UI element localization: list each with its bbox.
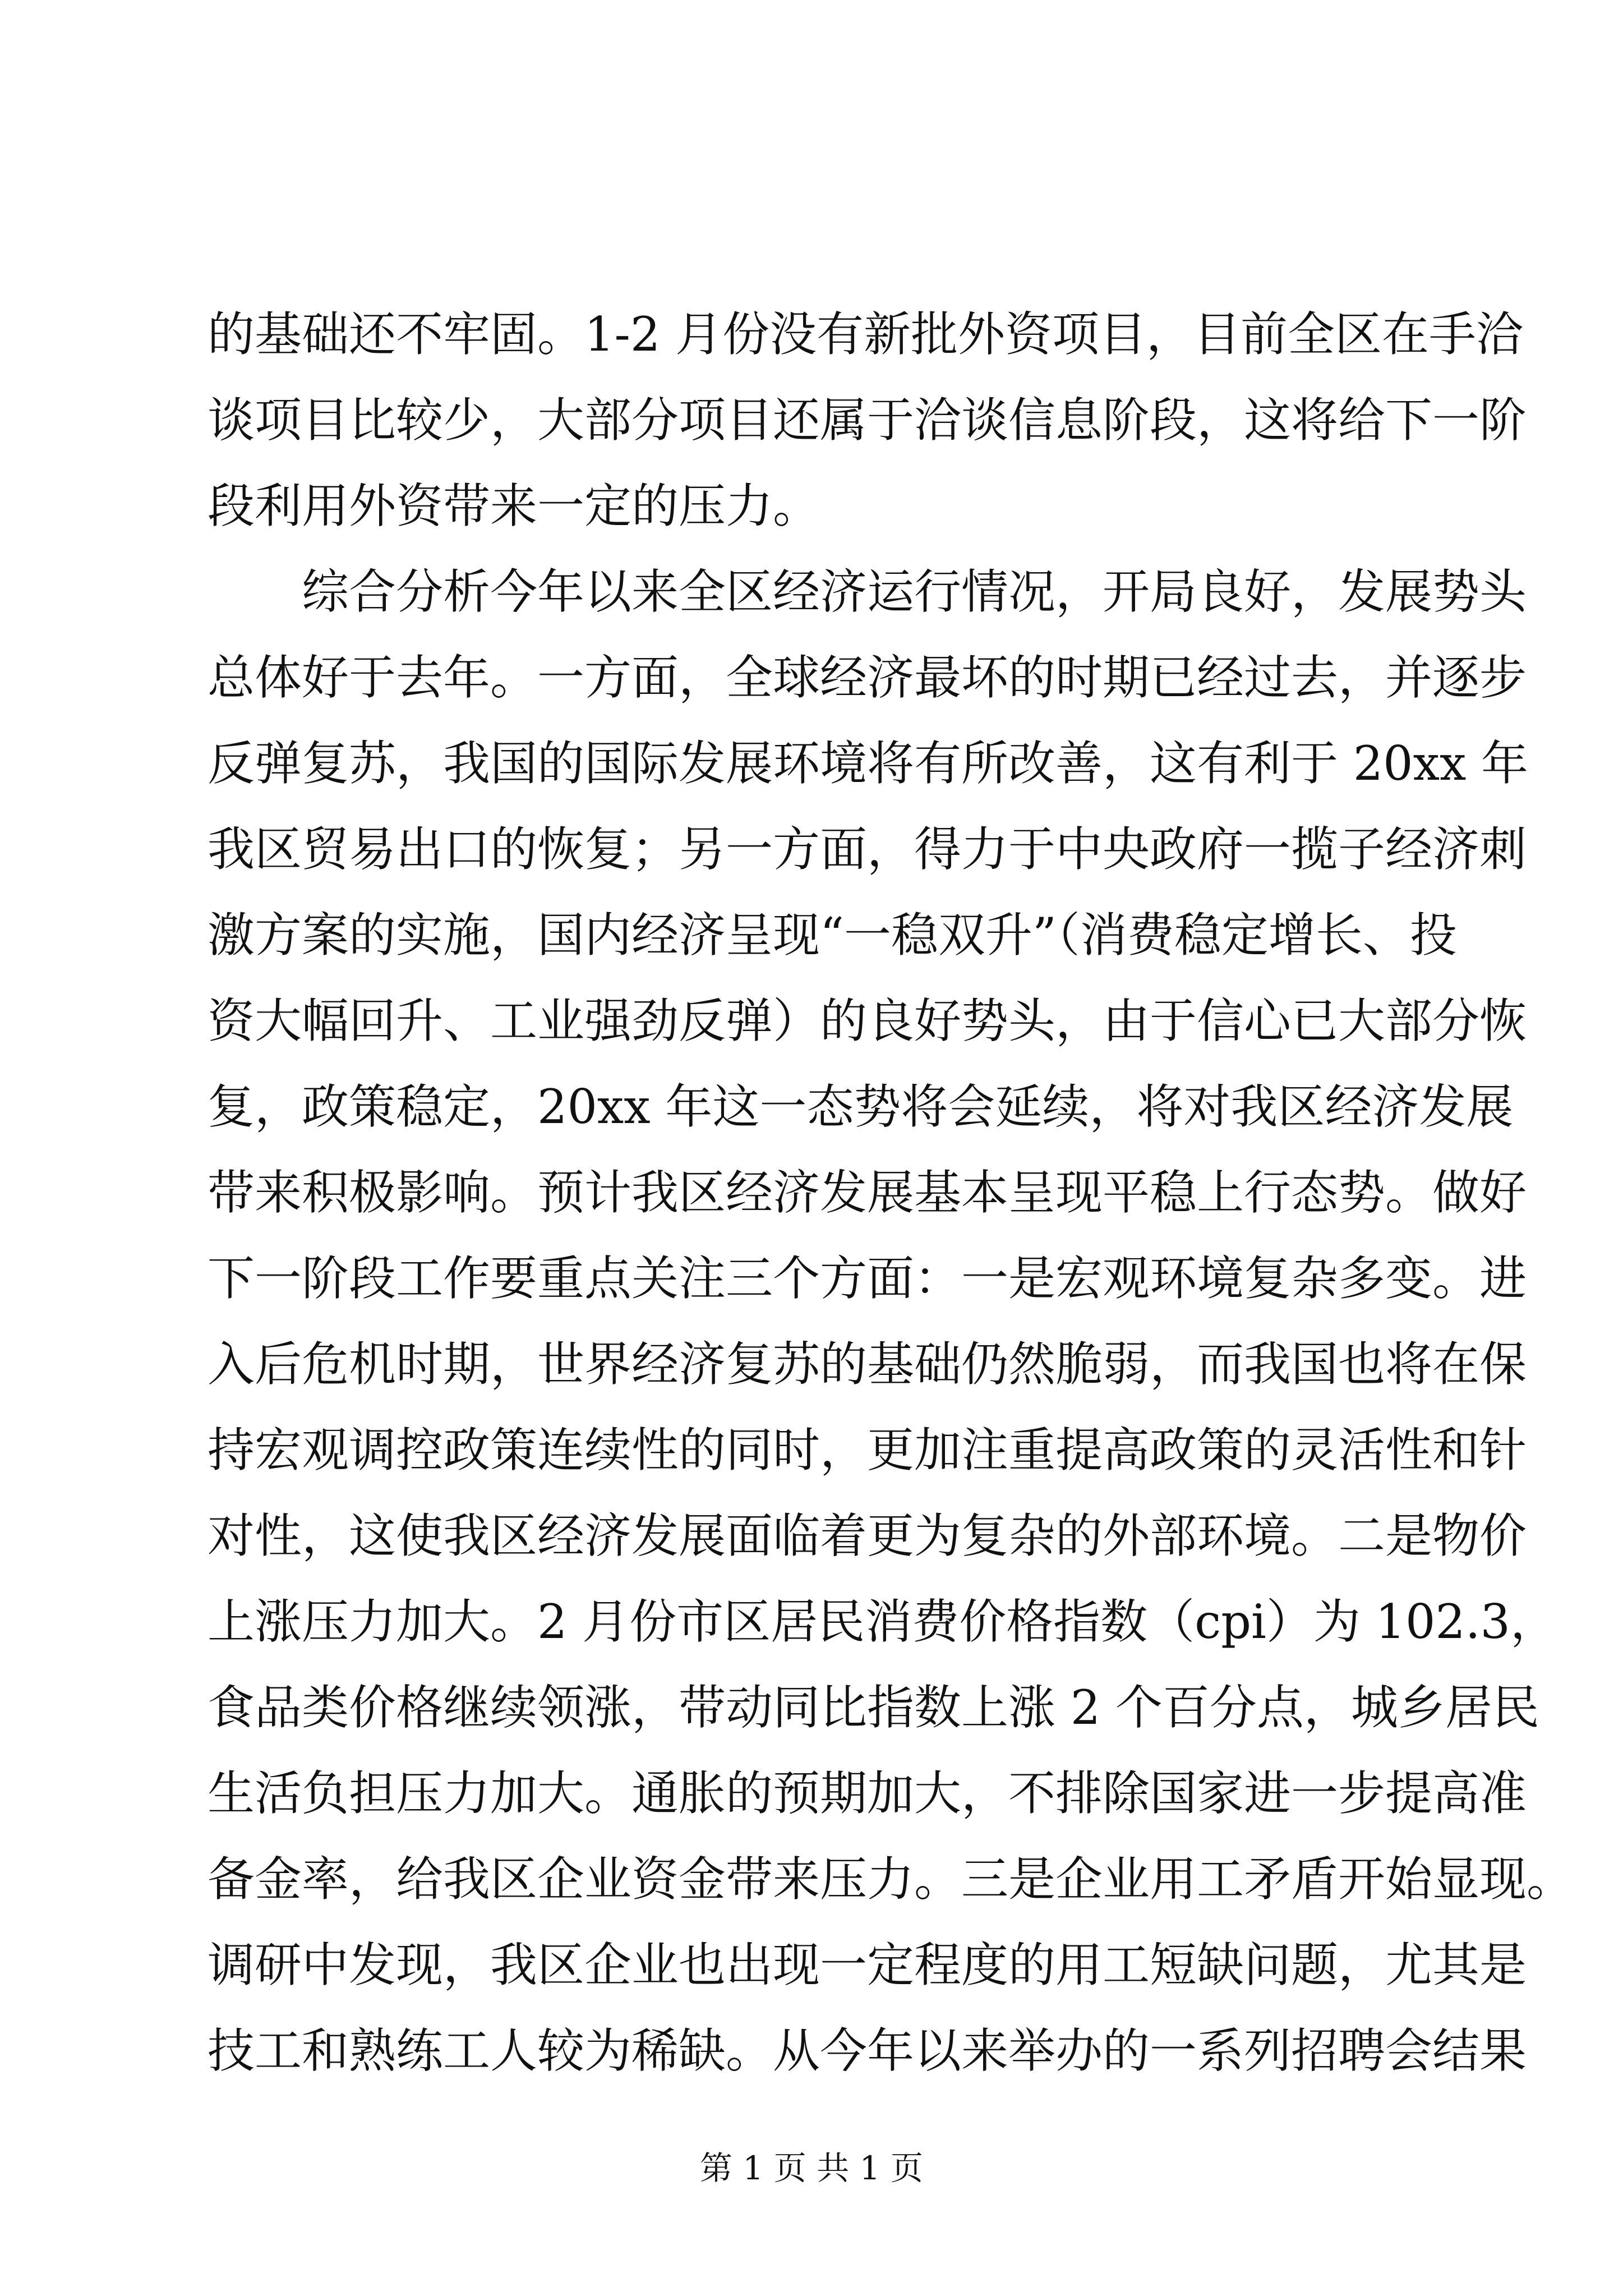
text-line: 的基础还不牢固。1-2 月份没有新批外资项目，目前全区在手洽 xyxy=(208,307,1523,362)
text-line: 反弹复苏，我国的国际发展环境将有所改善，这有利于 20xx 年 xyxy=(208,736,1529,791)
text-line: 食品类价格继续领涨，带动同比指数上涨 2 个百分点，城乡居民 xyxy=(208,1680,1539,1735)
text-line: 激方案的实施，国内经济呈现“一稳双升”（消费稳定增长、投 xyxy=(208,908,1457,963)
text-line: 下一阶段工作要重点关注三个方面：一是宏观环境复杂多变。进 xyxy=(208,1251,1527,1306)
text-line: 对性，这使我区经济发展面临着更为复杂的外部环境。二是物价 xyxy=(208,1508,1527,1563)
text-line: 我区贸易出口的恢复；另一方面，得力于中央政府一揽子经济刺 xyxy=(208,822,1527,877)
text-line: 入后危机时期，世界经济复苏的基础仍然脆弱，而我国也将在保 xyxy=(208,1337,1527,1392)
text-line: 资大幅回升、工业强劲反弹）的良好势头，由于信心已大部分恢 xyxy=(208,993,1527,1048)
paragraph-continued xyxy=(208,292,1527,549)
text-line: 谈项目比较少，大部分项目还属于洽谈信息阶段，这将给下一阶 xyxy=(208,393,1527,448)
text-line: 持宏观调控政策连续性的同时，更加注重提高政策的灵活性和针 xyxy=(208,1423,1527,1478)
paragraph-main xyxy=(208,549,1574,2094)
page-number-footer: 第 1 页 共 1 页 xyxy=(700,2149,923,2187)
text-line: 综合分析今年以来全区经济运行情况，开局良好，发展势头 xyxy=(302,564,1527,619)
text-line: 技工和熟练工人较为稀缺。从今年以来举办的一系列招聘会结果 xyxy=(208,2023,1527,2078)
text-line: 调研中发现，我区企业也出现一定程度的用工短缺问题，尤其是 xyxy=(208,1938,1527,1993)
text-line: 复，政策稳定，20xx 年这一态势将会延续，将对我区经济发展 xyxy=(208,1079,1514,1134)
text-line: 段利用外资带来一定的压力。 xyxy=(208,478,820,533)
text-line: 上涨压力加大。2 月份市区居民消费价格指数（cpi）为 102.3， xyxy=(208,1594,1558,1649)
text-line: 生活负担压力加大。通胀的预期加大，不排除国家进一步提高准 xyxy=(208,1766,1527,1821)
text-line: 总体好于去年。一方面，全球经济最坏的时期已经过去，并逐步 xyxy=(208,650,1527,705)
document-body xyxy=(208,292,1574,2094)
text-line: 备金率，给我区企业资金带来压力。三是企业用工矛盾开始显现。 xyxy=(208,1852,1574,1907)
text-line: 带来积极影响。预计我区经济发展基本呈现平稳上行态势。做好 xyxy=(208,1165,1527,1220)
